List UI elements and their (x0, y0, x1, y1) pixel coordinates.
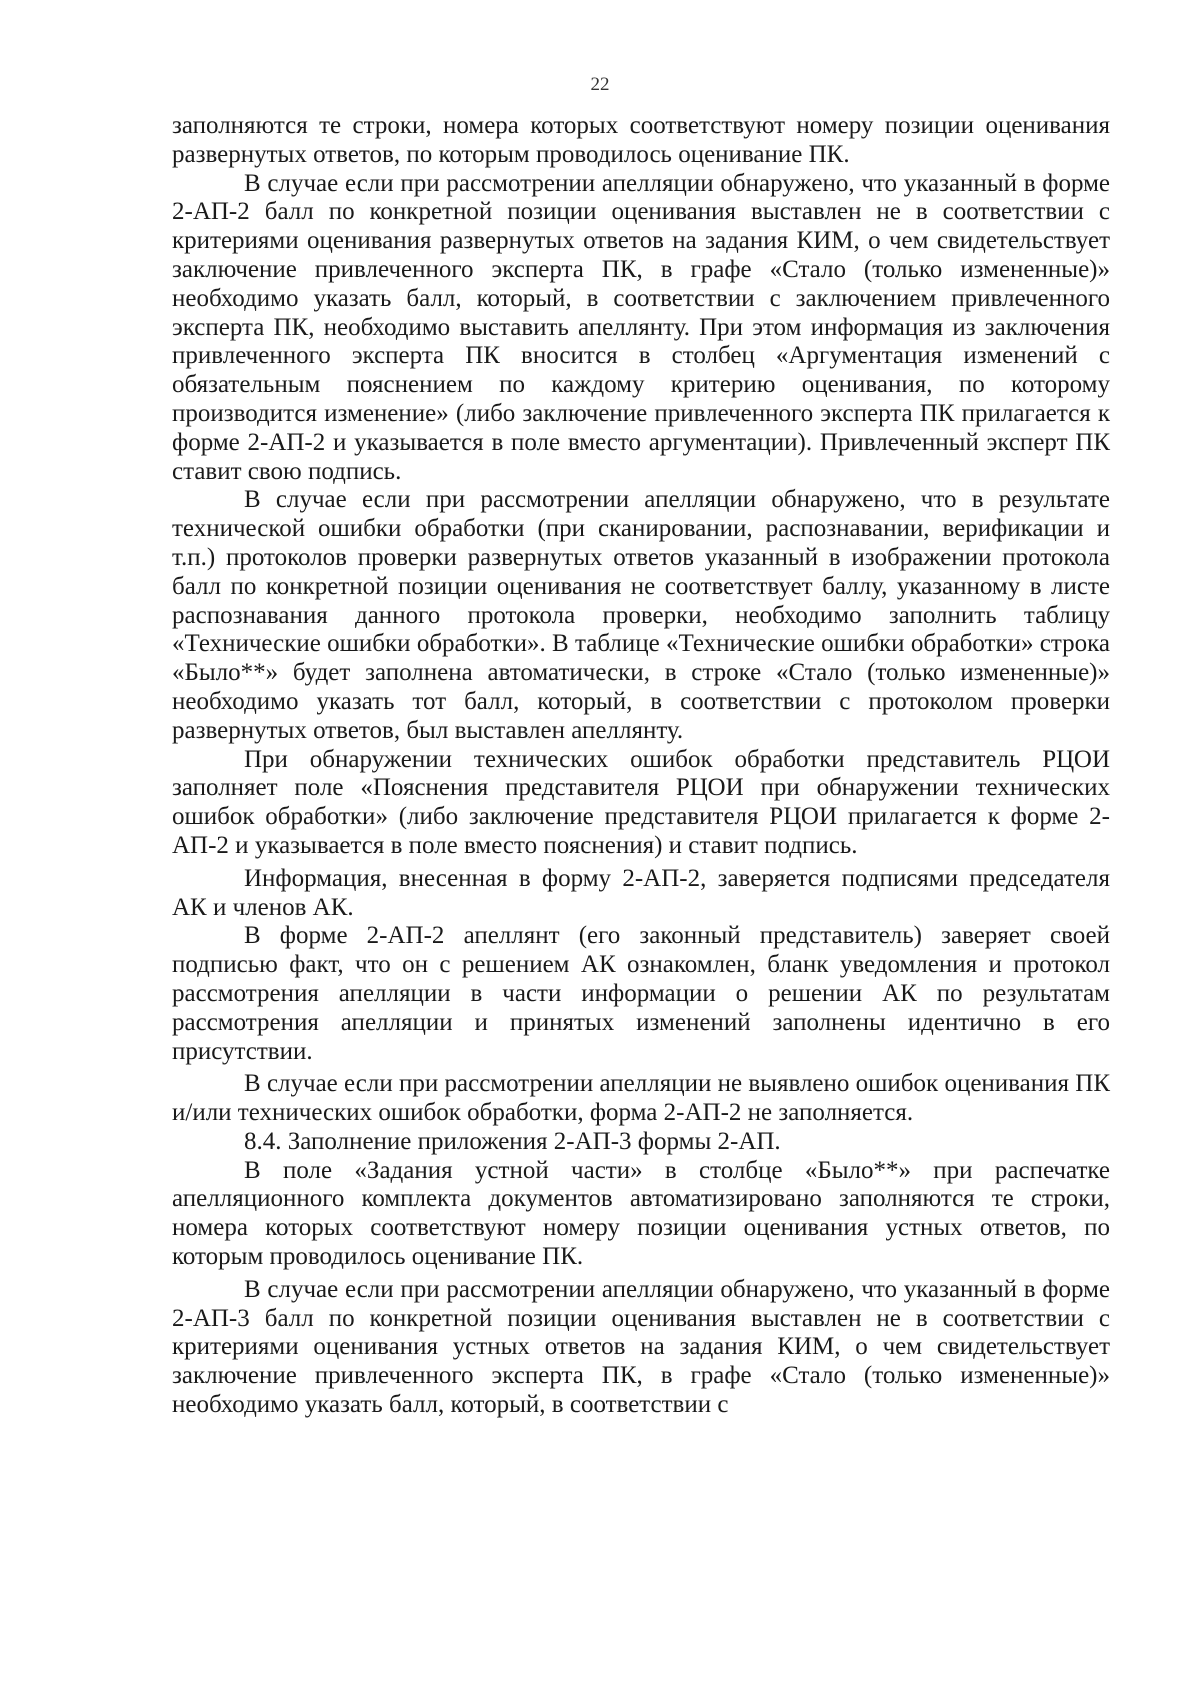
paragraph: В поле «Задания устной части» в столбце «Было**» при распечатке апелляционного комплекта документов автоматизировано заполняются те строки, номера которых соответствуют номеру позиции оценивания устных ответов, по которым проводилось оценивание ПК. (172, 1156, 1110, 1271)
paragraph: заполняются те строки, номера которых соответствуют номеру позиции оценивания развернутых ответов, по которым проводилось оценивание ПК. (172, 112, 1110, 168)
page-number: 22 (590, 74, 610, 95)
paragraph: В форме 2-АП-2 апеллянт (его законный представитель) заверяет своей подписью факт, что он с решением АК ознакомлен, бланк уведомления и протокол рассмотрения апелляции в части информации о решении АК по результатам рассмотрения апелляции и принятых изменений заполнены идентично в его присутствии. (172, 922, 1110, 1065)
paragraph: В случае если при рассмотрении апелляции обнаружено, что указанный в форме 2-АП-2 балл по конкретной позиции оценивания выставлен не в соответствии с критериями оценивания развернутых ответов на задания КИМ, о чем свидетельствует заключение привлеченного эксперта ПК, в графе «Стало (только измененные)» необходимо указать балл, который, в соответствии с заключением привлеченного эксперта ПК, необходимо выставить апеллянту. При этом информация из заключения привлеченного эксперта ПК вносится в столбец «Аргументация изменений с обязательным пояснением по каждому критерию оценивания, по которому производится изменение» (либо заключение привлеченного эксперта ПК прилагается к форме 2-АП-2 и указывается в поле вместо аргументации). Привлеченный эксперт ПК ставит свою подпись. (172, 169, 1110, 485)
document-body (172, 112, 1110, 1420)
paragraph: При обнаружении технических ошибок обработки представитель РЦОИ заполняет поле «Пояснения представителя РЦОИ при обнаружении технических ошибок обработки» (либо заключение представителя РЦОИ прилагается к форме 2-АП-2 и указывается в поле вместо пояснения) и ставит подпись. (172, 745, 1110, 859)
paragraph: В случае если при рассмотрении апелляции обнаружено, что указанный в форме 2-АП-3 балл по конкретной позиции оценивания выставлен не в соответствии с критериями оценивания устных ответов на задания КИМ, о чем свидетельствует заключение привлеченного эксперта ПК, в графе «Стало (только измененные)» необходимо указать балл, который, в соответствии с (172, 1275, 1110, 1419)
paragraph: В случае если при рассмотрении апелляции не выявлено ошибок оценивания ПК и/или технических ошибок обработки, форма 2-АП-2 не заполняется. (172, 1070, 1110, 1127)
paragraph: В случае если при рассмотрении апелляции обнаружено, что в результате технической ошибки обработки (при сканировании, распознавании, верификации и т.п.) протоколов проверки развернутых ответов указанный в изображении протокола балл по конкретной позиции оценивания не соответствует баллу, указанному в листе распознавания данного протокола проверки, необходимо заполнить таблицу «Технические ошибки обработки». В таблице «Технические ошибки обработки» строка «Было**» будет заполнена автоматически, в строке «Стало (только измененные)» необходимо указать тот балл, который, в соответствии с протоколом проверки развернутых ответов, был выставлен апеллянту. (172, 486, 1110, 744)
section-heading: 8.4. Заполнение приложения 2-АП-3 формы 2-АП. (244, 1127, 781, 1155)
paragraph: Информация, внесенная в форму 2-АП-2, заверяется подписями председателя АК и членов АК. (172, 864, 1110, 921)
